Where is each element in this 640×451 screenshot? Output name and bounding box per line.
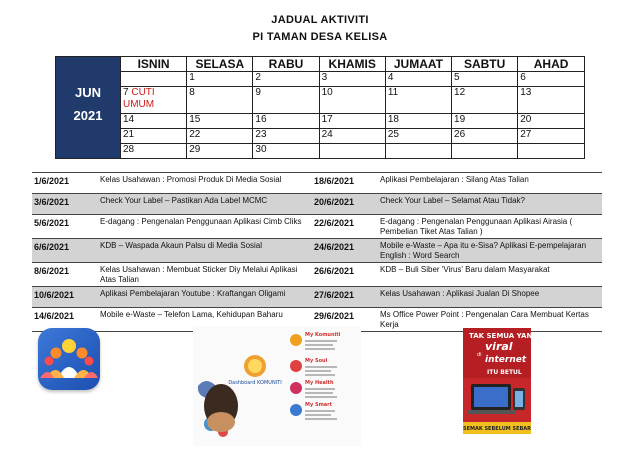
poster-item: My Smart bbox=[305, 402, 333, 408]
activity-date: 26/6/2021 bbox=[314, 266, 355, 276]
dashboard-illustration bbox=[193, 326, 361, 446]
calendar-cell-holiday bbox=[121, 87, 187, 114]
book-bottom-text: ITU BETUL bbox=[487, 369, 522, 376]
calendar-cell bbox=[518, 143, 584, 158]
calendar-cell: 21 bbox=[121, 128, 187, 143]
page-title: JADUAL AKTIVITI bbox=[271, 14, 369, 26]
activity-row bbox=[32, 287, 602, 308]
activity-text: Check Your Label – Selamat Atau Tidak? bbox=[380, 196, 525, 205]
activity-date: 1/6/2021 bbox=[34, 176, 70, 186]
calendar-cell: 19 bbox=[452, 113, 518, 128]
calendar-cell: 17 bbox=[319, 113, 385, 128]
viral-book-cover bbox=[462, 328, 539, 434]
holiday-label: CUTI UMUM bbox=[123, 87, 155, 111]
activity-date: 5/6/2021 bbox=[34, 218, 70, 228]
activity-date: 10/6/2021 bbox=[34, 290, 75, 300]
activity-date: 8/6/2021 bbox=[34, 266, 70, 276]
calendar-cell bbox=[452, 143, 518, 158]
activity-row bbox=[32, 173, 602, 194]
activity-text: Check Your Label – Pastikan Ada Label MCMC bbox=[100, 196, 268, 205]
calendar-month: JUN bbox=[74, 85, 101, 100]
activity-text: Kelas Usahawan : Aplikasi Jualan Di Shopee bbox=[380, 289, 540, 298]
poster-item: My Health bbox=[305, 380, 334, 386]
activity-row bbox=[32, 215, 602, 239]
calendar-cell: 30 bbox=[253, 143, 319, 158]
book-illustration bbox=[462, 328, 539, 434]
calendar-cell: 20 bbox=[518, 113, 584, 128]
book-mid-text: viral bbox=[485, 340, 513, 353]
calendar-month-block bbox=[56, 57, 120, 158]
poster-item: My Komuniti bbox=[305, 332, 341, 338]
day-header: ISNIN bbox=[121, 57, 187, 72]
calendar-cell: 5 bbox=[452, 72, 518, 87]
activity-text: E-dagang : Pengenalan Penggunaan Aplikasi Cimb Cliks bbox=[100, 217, 302, 226]
book-mid3-text: internet bbox=[485, 355, 527, 365]
activity-text: E-dagang : Pengenalan Penggunaan Aplikasi Airasia ( Pembelian Tiket Atas Talian ) bbox=[380, 217, 573, 236]
book-mid2-text: di bbox=[477, 352, 482, 358]
activity-text: KDB – Buli Siber 'Virus' Baru dalam Masyarakat bbox=[380, 265, 550, 274]
activity-date: 24/6/2021 bbox=[314, 242, 355, 252]
activity-date: 27/6/2021 bbox=[314, 290, 355, 300]
activity-date: 6/6/2021 bbox=[34, 242, 70, 252]
community-dashboard-poster bbox=[193, 326, 361, 446]
activity-row bbox=[32, 194, 602, 215]
activity-date: 22/6/2021 bbox=[314, 218, 355, 228]
people-icon bbox=[38, 328, 100, 390]
calendar-table bbox=[120, 57, 584, 158]
calendar-cell bbox=[319, 143, 385, 158]
calendar-cell: 18 bbox=[385, 113, 451, 128]
calendar-cell: 15 bbox=[187, 113, 253, 128]
calendar-cell: 12 bbox=[452, 87, 518, 114]
day-header: SABTU bbox=[452, 57, 518, 72]
calendar-cell: 26 bbox=[452, 128, 518, 143]
community-logo bbox=[38, 328, 100, 390]
calendar bbox=[55, 56, 585, 159]
calendar-cell: 29 bbox=[187, 143, 253, 158]
page-subtitle: PI TAMAN DESA KELISA bbox=[252, 31, 388, 43]
calendar-cell: 10 bbox=[319, 87, 385, 114]
calendar-cell: 2 bbox=[253, 72, 319, 87]
activity-list bbox=[32, 172, 602, 332]
activity-date: 18/6/2021 bbox=[314, 176, 355, 186]
activity-row bbox=[32, 263, 602, 287]
calendar-cell: 24 bbox=[319, 128, 385, 143]
activity-text: KDB – Waspada Akaun Palsu di Media Sosial bbox=[100, 241, 263, 250]
poster-item: My Soul bbox=[305, 358, 328, 364]
day-header: AHAD bbox=[518, 57, 584, 72]
activity-text: Kelas Usahawan : Promosi Produk Di Media Sosial bbox=[100, 175, 282, 184]
day-header: KHAMIS bbox=[319, 57, 385, 72]
calendar-cell: 22 bbox=[187, 128, 253, 143]
calendar-cell: 11 bbox=[385, 87, 451, 114]
calendar-cell: 3 bbox=[319, 72, 385, 87]
calendar-cell: 4 bbox=[385, 72, 451, 87]
calendar-cell bbox=[121, 72, 187, 87]
calendar-cell bbox=[385, 143, 451, 158]
activity-text: Mobile e-Waste – Apa itu e-Sisa? Aplikasi E-pempelajaran English : Word Search bbox=[380, 241, 587, 260]
poster-center-label: Dashboard KOMUNITI bbox=[228, 380, 282, 386]
calendar-cell: 9 bbox=[253, 87, 319, 114]
activity-text: Aplikasi Pembelajaran Youtube : Kraftangan Oligami bbox=[100, 289, 286, 298]
activity-text: Mobile e-Waste – Telefon Lama, Kehidupan Baharu bbox=[100, 310, 283, 319]
calendar-year: 2021 bbox=[73, 108, 103, 123]
calendar-cell: 23 bbox=[253, 128, 319, 143]
calendar-cell: 1 bbox=[187, 72, 253, 87]
activity-text: Aplikasi Pembelajaran : Silang Atas Talian bbox=[380, 175, 529, 184]
book-footer-text: SEMAK SEBELUM SEBAR bbox=[462, 426, 532, 432]
activity-date: 29/6/2021 bbox=[314, 311, 355, 321]
calendar-cell: 13 bbox=[518, 87, 584, 114]
activity-date: 14/6/2021 bbox=[34, 311, 75, 321]
calendar-cell: 27 bbox=[518, 128, 584, 143]
day-header: JUMAAT bbox=[385, 57, 451, 72]
calendar-date: 7 bbox=[123, 87, 129, 99]
calendar-cell: 14 bbox=[121, 113, 187, 128]
activity-text: Ms Office Power Point : Pengenalan Cara Membuat Kertas Kerja bbox=[380, 310, 589, 329]
calendar-cell: 6 bbox=[518, 72, 584, 87]
day-header: SELASA bbox=[187, 57, 253, 72]
activity-row bbox=[32, 239, 602, 263]
calendar-cell: 25 bbox=[385, 128, 451, 143]
book-top-text: TAK SEMUA YANG bbox=[469, 332, 539, 340]
activity-date: 20/6/2021 bbox=[314, 197, 355, 207]
calendar-cell: 8 bbox=[187, 87, 253, 114]
day-header: RABU bbox=[253, 57, 319, 72]
calendar-cell: 28 bbox=[121, 143, 187, 158]
activity-date: 3/6/2021 bbox=[34, 197, 70, 207]
activity-text: Kelas Usahawan : Membuat Sticker Diy Melalui Aplikasi Atas Talian bbox=[100, 265, 298, 284]
calendar-cell: 16 bbox=[253, 113, 319, 128]
